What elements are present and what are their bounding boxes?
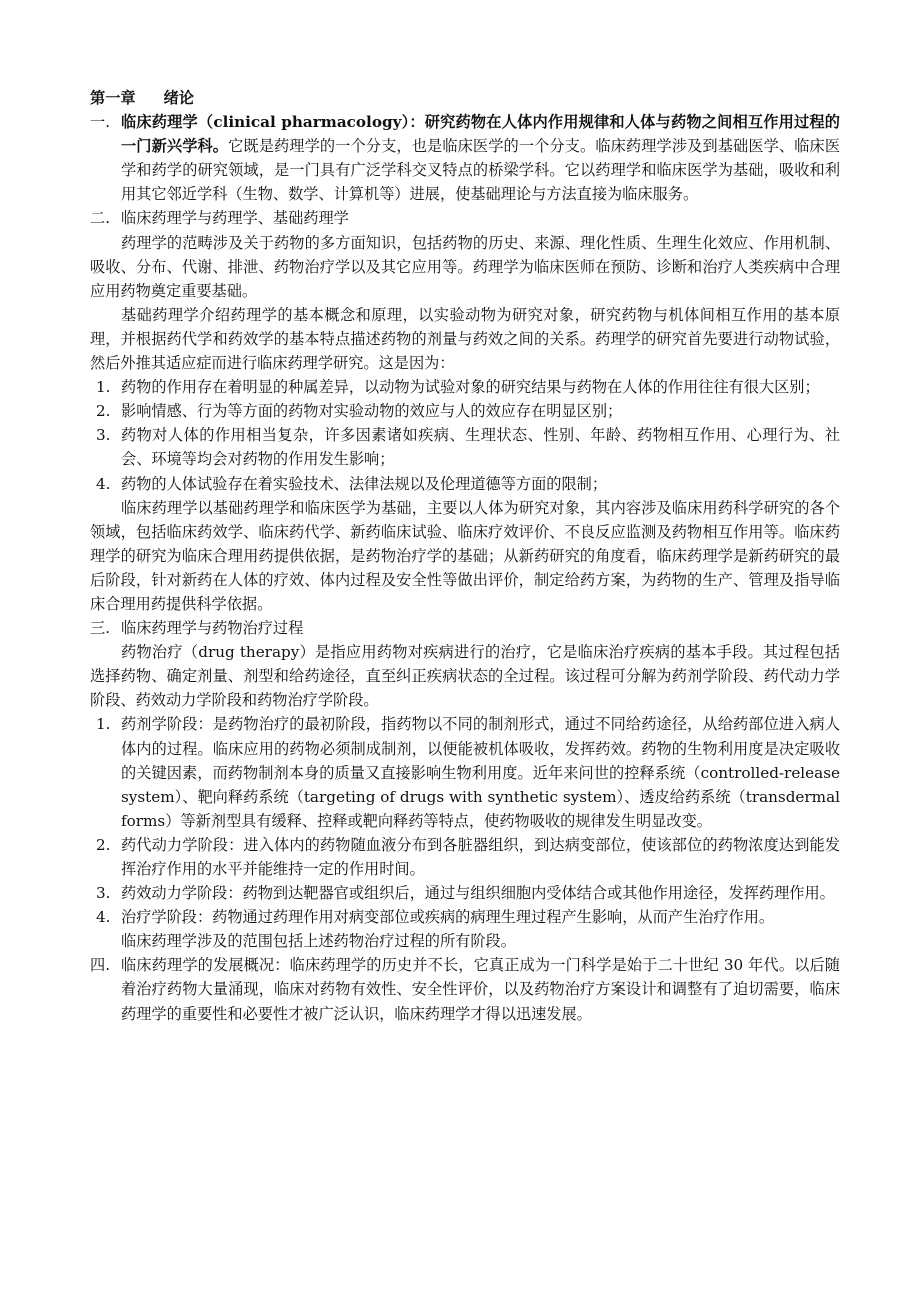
list-number: 3.: [96, 426, 111, 445]
section-heading-text: 临床药理学与药物治疗过程: [121, 619, 304, 638]
list-item: [90, 881, 840, 905]
list-item: [90, 399, 840, 423]
section-marker: 二.: [90, 209, 111, 228]
section-heading-text: 临床药理学与药理学、基础药理学: [121, 209, 349, 228]
list-number: 4.: [96, 474, 111, 493]
list-item: [90, 423, 840, 471]
list-text: 药效动力学阶段：药物到达靶器官或组织后，通过与组织细胞内受体结合或其他作用途径，发挥药理作用。: [121, 884, 835, 903]
list-number: 1.: [96, 378, 111, 397]
list-item: [90, 905, 840, 929]
list-item: [90, 375, 840, 399]
section-marker: 四.: [90, 956, 111, 975]
list-text: 影响情感、行为等方面的药物对实验动物的效应与人的效应存在明显区别；: [121, 402, 623, 421]
section-text: 临床药理学的发展概况：临床药理学的历史并不长，它真正成为一门科学是始于二十世纪 30 年代。以后随着治疗药物大量涌现，临床对药物有效性、安全性评价，以及药物治疗方案设计和调整有了迫切需要，临床药理学的重要性和必要性才被广泛认识，临床药理学才得以迅速发展。: [121, 956, 840, 1023]
section-1: [90, 110, 840, 206]
section-4: [90, 953, 840, 1025]
chapter-number: 第一章: [90, 89, 136, 107]
list-item: [90, 712, 840, 832]
list-text: 药剂学阶段：是药物治疗的最初阶段，指药物以不同的制剂形式，通过不同给药途径，从给药部位进入病人体内的过程。临床应用的药物必须制成制剂，以便能被机体吸收，发挥药效。药物的生物利用度是决定吸收的关键因素，而药物制剂本身的质量又直接影响生物利用度。近年来问世的控释系统（controlled-release system）、靶向释药系统（targeting of drugs with synthetic system）、透皮给药系统（transdermal forms）等新剂型具有缓释、控释或靶向释药等特点，使药物吸收的规律发生明显改变。: [121, 715, 840, 830]
list-item: [90, 833, 840, 881]
list-number: 4.: [96, 908, 111, 927]
list-text: 药物对人体的作用相当复杂，许多因素诸如疾病、生理状态、性别、年龄、药物相互作用、心理行为、社会、环境等均会对药物的作用发生影响；: [121, 426, 840, 469]
list-text: 药物的作用存在着明显的种属差异，以动物为试验对象的研究结果与药物在人体的作用往往有很大区别；: [121, 378, 820, 397]
section-marker: 三.: [90, 619, 111, 638]
paragraph: 基础药理学介绍药理学的基本概念和原理，以实验动物为研究对象，研究药物与机体间相互作用的基本原理，并根据药代学和药效学的基本特点描述药物的剂量与药效之间的关系。药理学的研究首先要进行动物试验，然后外推其适应症而进行临床药理学研究。这是因为：: [90, 305, 840, 373]
list-item: [90, 472, 840, 496]
definition-bold: 临床药理学（clinical pharmacology）：研究药物在人体内作用规律和人体与药物之间相互作用过程的一门新兴学科。: [121, 113, 840, 156]
list-text: 治疗学阶段：药物通过药理作用对病变部位或疾病的病理生理过程产生影响，从而产生治疗作用。: [121, 908, 775, 927]
chapter-heading: [90, 86, 840, 110]
section-3-heading: [90, 616, 840, 640]
list-number: 2.: [96, 402, 111, 421]
paragraph: 药物治疗（drug therapy）是指应用药物对疾病进行的治疗，它是临床治疗疾病的基本手段。其过程包括选择药物、确定剂量、剂型和给药途径，直至纠正疾病状态的全过程。该过程可分解为药剂学阶段、药代动力学阶段、药效动力学阶段和药物治疗学阶段。: [90, 643, 840, 710]
list-number: 3.: [96, 884, 111, 903]
list-number: 2.: [96, 835, 111, 854]
definition-text: 它既是药理学的一个分支，也是临床医学的一个分支。临床药理学涉及到基础医学、临床医学和药学的研究领域，是一门具有广泛学科交叉特点的桥梁学科。它以药理学和临床医学为基础，吸收和利用其它邻近学科（生物、数学、计算机等）进展，使基础理论与方法直接为临床服务。: [121, 137, 841, 204]
paragraph: 药理学的范畴涉及关于药物的多方面知识，包括药物的历史、来源、理化性质、生理生化效应、作用机制、吸收、分布、代谢、排泄、药物治疗学以及其它应用等。药理学为临床医师在预防、诊断和治疗人类疾病中合理应用药物奠定重要基础。: [90, 233, 840, 300]
section-marker: 一.: [90, 113, 111, 132]
list-number: 1.: [96, 715, 111, 734]
paragraph: 临床药理学涉及的范围包括上述药物治疗过程的所有阶段。: [121, 932, 516, 951]
list-text: 药物的人体试验存在着实验技术、法律法规以及伦理道德等方面的限制；: [121, 474, 607, 493]
paragraph: 临床药理学以基础药理学和临床医学为基础，主要以人体为研究对象，其内容涉及临床用药科学研究的各个领域，包括临床药效学、临床药代学、新药临床试验、临床疗效评价、不良反应监测及药物相互作用等。临床药理学的研究为临床合理用药提供依据，是药物治疗学的基础；从新药研究的角度看，临床药理学是新药研究的最后阶段，针对新药在人体的疗效、体内过程及安全性等做出评价，制定给药方案，为药物的生产、管理及指导临床合理用药提供科学依据。: [90, 498, 840, 613]
chapter-title: 绪论: [163, 89, 194, 107]
list-text: 药代动力学阶段：进入体内的药物随血液分布到各脏器组织，到达病变部位，使该部位的药物浓度达到能发挥治疗作用的水平并能维持一定的作用时间。: [121, 835, 840, 878]
section-2-heading: [90, 206, 840, 230]
